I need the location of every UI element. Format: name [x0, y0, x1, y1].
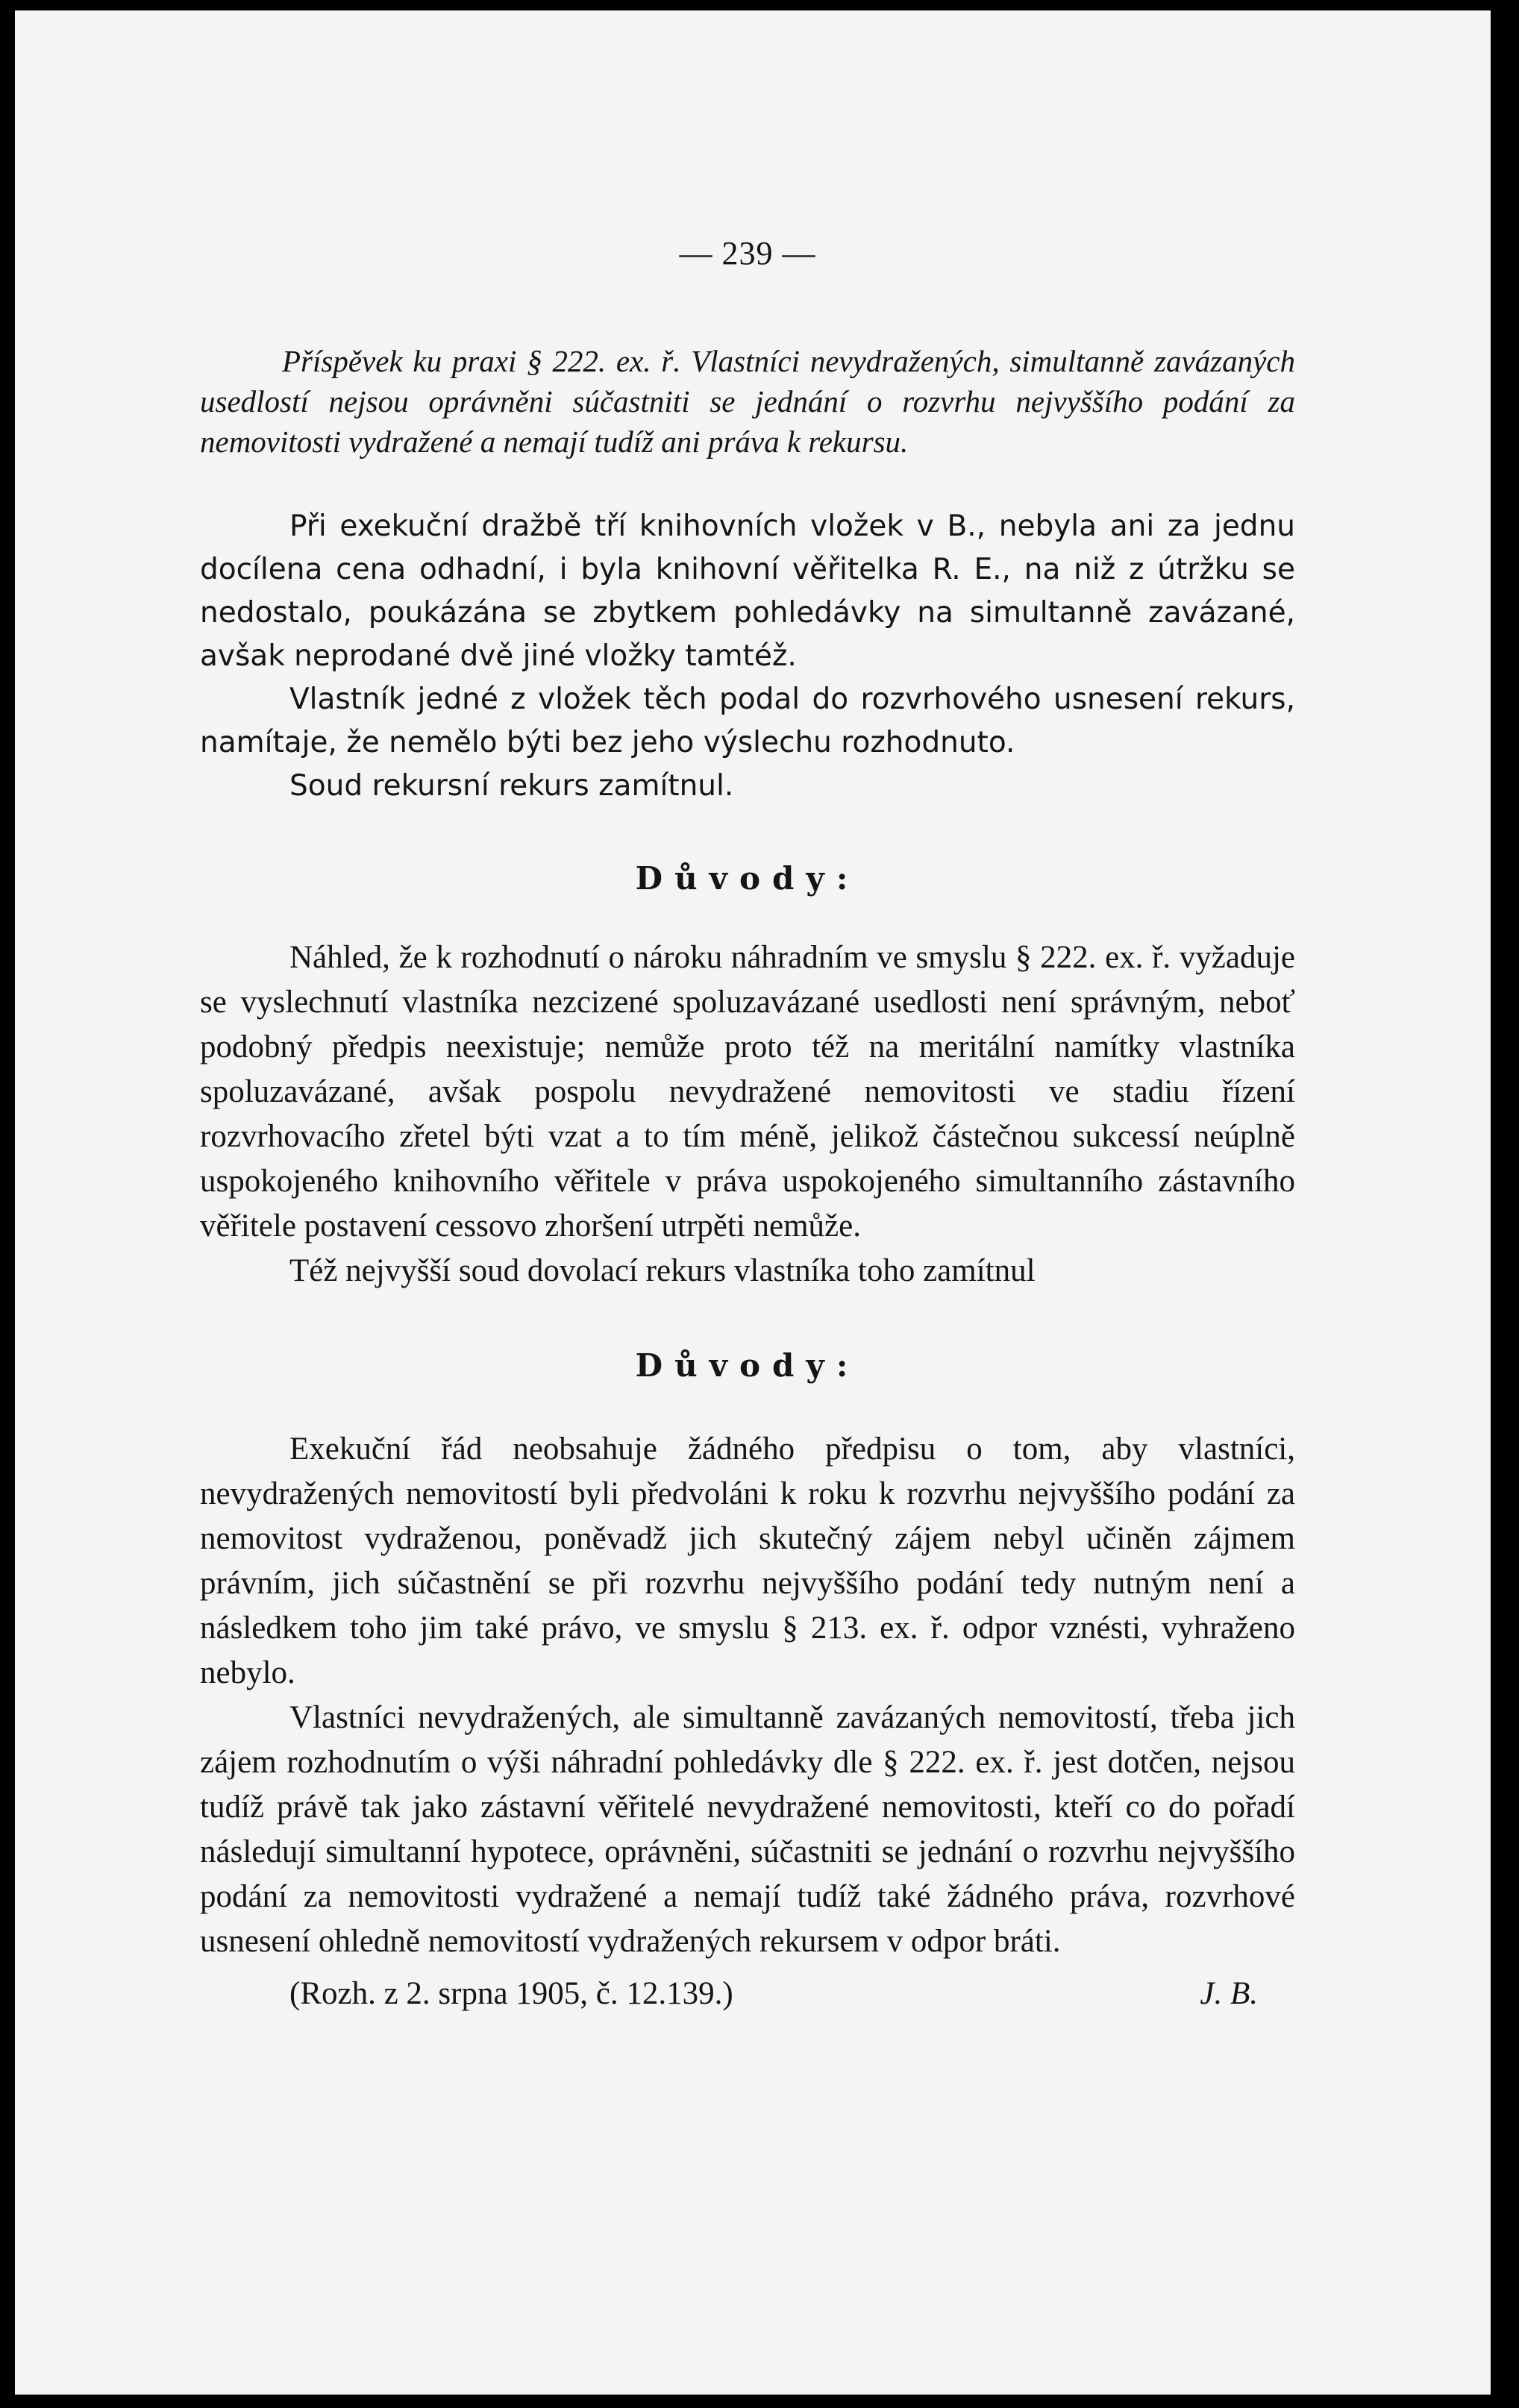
decision-citation-line — [200, 1972, 1295, 2016]
page-number: — 239 — — [679, 235, 816, 272]
reasons-2-paragraph-2: Vlastníci nevydražených, ale simultanně zavázaných nemovitostí, třeba jich zájem rozhodnutím o výši náhradní pohledávky dle § 222. ex. ř. jest dotčen, nejsou tudíž právě tak jako zástavní věřitelé nevydražené nemovitosti, kteří co do pořadí následují simultanní hypotece, oprávněni, súčastniti se jednání o rozvrhu nejvyššího podání za nemovitosti vydražené a nemají tudíž také žádného práva, rozvrhové usnesení ohledně nemovitostí vydražených rekursem v odpor bráti. — [200, 1700, 1295, 1959]
facts-paragraph-1: Při exekuční dražbě tří knihovních vložek v B., nebyla ani za jednu docílena cena odhadní, i byla knihovní věřitelka R. E., na niž z útržku se nedostalo, poukázána se zbytkem pohledávky na simultanně zavázané, avšak neprodané dvě jiné vložky tamtéž. — [200, 509, 1295, 673]
reasons-2-paragraph-1: Exekuční řád neobsahuje žádného předpisu o tom, aby vlastníci, nevydražených nemovitostí byli předvoláni k roku k rozvrhu nejvyššího podání za nemovitost vydraženou, poněvadž jich skutečný zájem nebyl učiněn zájmem právním, jich súčastnění se při rozvrhu nejvyššího podání tedy nutným není a následkem toho jim také právo, ve smyslu § 213. ex. ř. odpor vznésti, vyhraženo nebylo. — [200, 1432, 1295, 1690]
author-initials: J. B. — [1200, 1976, 1258, 2011]
reasons-heading-1: Důvody: — [635, 860, 860, 897]
facts-paragraph-3: Soud rekursní rekurs zamítnul. — [289, 769, 734, 803]
book-page — [15, 10, 1491, 2395]
decision-citation: (Rozh. z 2. srpna 1905, č. 12.139.) — [289, 1976, 733, 2011]
headnote-summary: Příspěvek ku praxi § 222. ex. ř. Vlastníci nevydražených, simultanně zavázaných usedlostí nejsou oprávněni súčastniti se jednání o rozvrhu nejvyššího podání za nemovitosti vydražené a nemají tudíž ani práva k rekursu. — [200, 344, 1295, 459]
reasons-1-paragraph-2: Též nejvyšší soud dovolací rekurs vlastníka toho zamítnul — [289, 1253, 1036, 1288]
reasons-heading-2: Důvody: — [635, 1347, 860, 1384]
reasons-1-paragraph-1: Náhled, že k rozhodnutí o nároku náhradním ve smyslu § 222. ex. ř. vyžaduje se vyslechnutí vlastníka nezcizené spoluzavázané usedlosti není správným, neboť podobný předpis neexistuje; nemůže proto též na meritální namítky vlastníka spoluzavázané, avšak pospolu nevydražené nemovitosti ve stadiu řízení rozvrhovacího zřetel býti vzat a to tím méně, jelikož částečnou sukcessí neúplně uspokojeného knihovního věřitele v práva uspokojeného simultanního zástavního věřitele postavení cessovo zhoršení utrpěti nemůže. — [200, 940, 1295, 1244]
facts-paragraph-2: Vlastník jedné z vložek těch podal do rozvrhového usnesení rekurs, namítaje, že nemělo býti bez jeho výslechu rozhodnuto. — [200, 683, 1295, 759]
